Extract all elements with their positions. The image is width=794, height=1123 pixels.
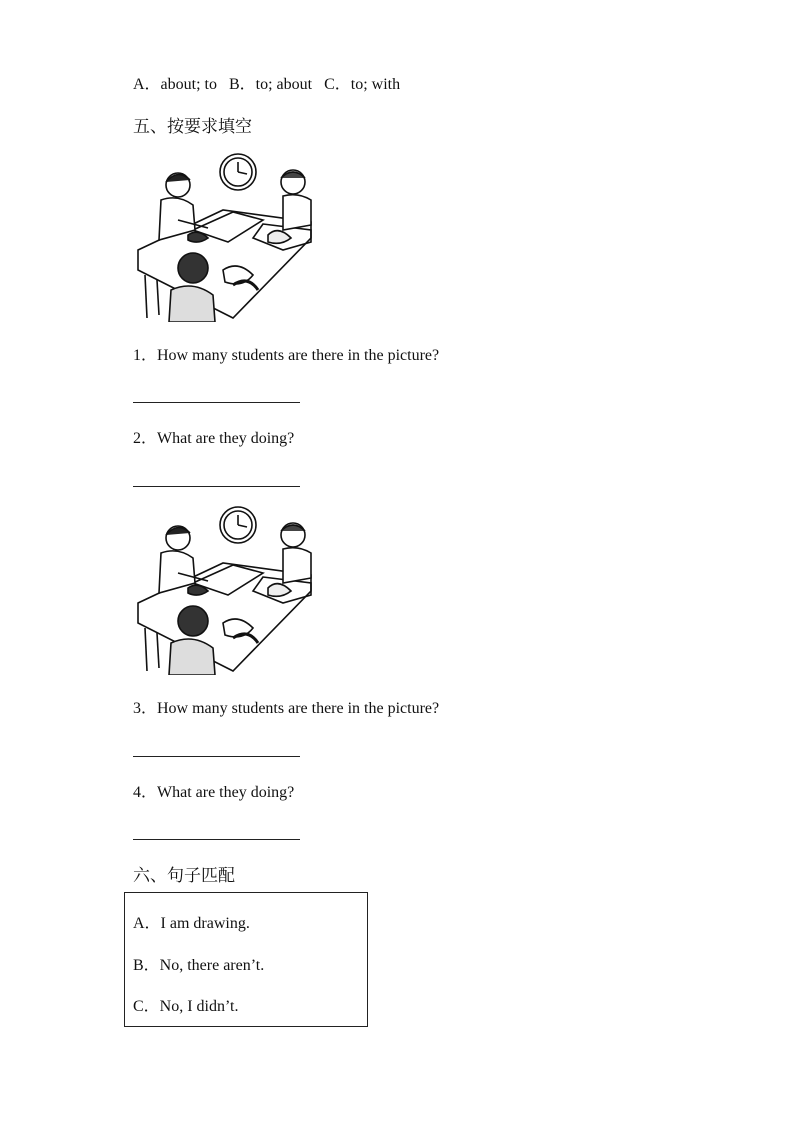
previous-question-options: A．about; to B．to; about C．to; with xyxy=(133,76,401,93)
match-option-a: A．I am drawing. xyxy=(133,915,250,932)
answer-line-4[interactable] xyxy=(133,839,300,840)
section-6-title: 六、句子匹配 xyxy=(133,866,235,886)
match-option-c: C．No, I didn’t. xyxy=(133,998,239,1015)
classroom-illustration-1 xyxy=(133,150,313,322)
question-1: 1．How many students are there in the picture? xyxy=(133,347,440,364)
answer-line-2[interactable] xyxy=(133,486,300,487)
section-5-title: 五、按要求填空 xyxy=(133,117,252,137)
match-option-b: B．No, there aren’t. xyxy=(133,957,265,974)
question-3: 3．How many students are there in the picture? xyxy=(133,700,440,717)
answer-line-1[interactable] xyxy=(133,402,300,403)
question-2: 2．What are they doing? xyxy=(133,430,295,447)
classroom-illustration-2 xyxy=(133,503,313,675)
sentence-match-box xyxy=(124,892,368,1027)
answer-line-3[interactable] xyxy=(133,756,300,757)
question-4: 4．What are they doing? xyxy=(133,784,295,801)
